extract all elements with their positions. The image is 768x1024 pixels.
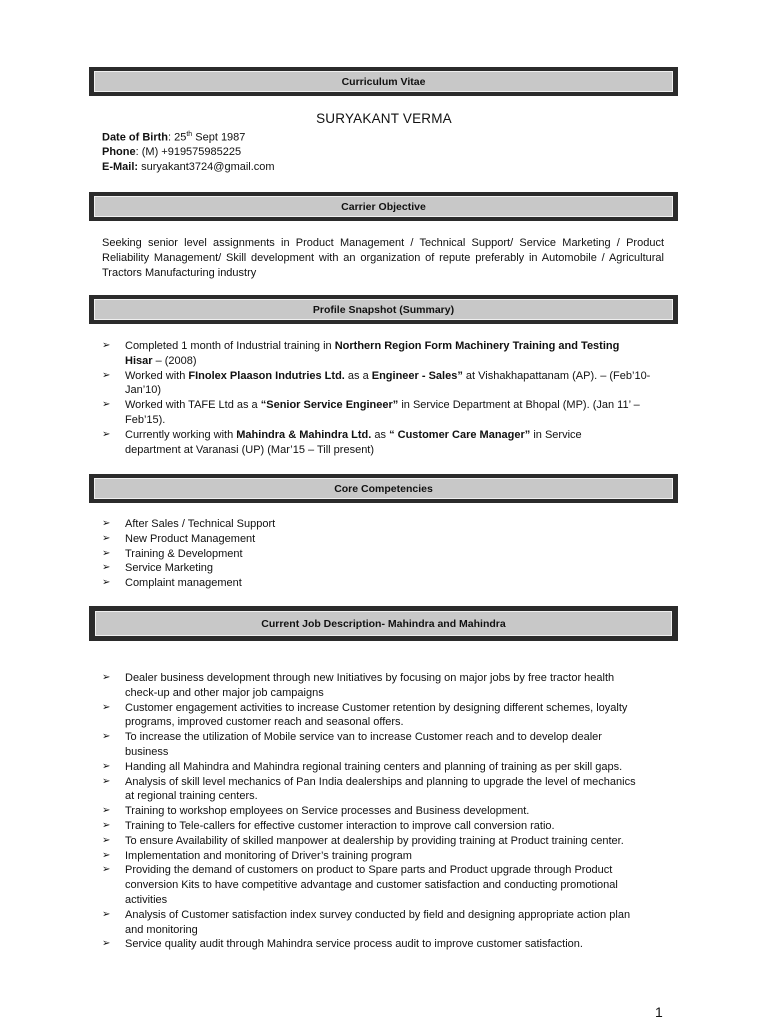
item-text: After Sales / Technical Support (125, 518, 276, 530)
list-item (102, 760, 647, 775)
item-emphasis: FInolex Plaason Indutries Ltd. (188, 369, 345, 382)
list-item (102, 834, 647, 849)
bullet-arrow-icon: ➢ (102, 562, 111, 574)
item-text: in Service Department at Bhopal (MP). (Jan 11’ – (398, 399, 640, 412)
list-item (102, 369, 650, 399)
item-text: Analysis of Customer satisfaction index survey conducted by field and designing appropriate action plan and monitoring (125, 908, 631, 936)
list-item (102, 671, 647, 701)
bullet-arrow-icon: ➢ (102, 805, 111, 817)
bullet-arrow-icon: ➢ (102, 428, 111, 440)
job-description-list (102, 671, 647, 952)
phone-label: Phone (102, 146, 136, 159)
email-value: suryakant3724@gmail.com (138, 160, 275, 173)
list-item (102, 775, 647, 805)
section-header-objective (89, 192, 678, 221)
item-text: Completed 1 month of Industrial training in (125, 340, 335, 352)
list-item (102, 819, 647, 834)
section-header-label: Current Job Description- Mahindra and Mahindra (95, 611, 672, 636)
list-item (102, 701, 647, 731)
candidate-name: SURYAKANT VERMA (316, 111, 452, 126)
list-item (102, 428, 650, 458)
page-number: 1 (655, 1004, 663, 1020)
item-text: as (371, 428, 390, 441)
item-text: Analysis of skill level mechanics of Pan India dealerships and planning to upgrade the level of mechanics at regional training centers. (125, 775, 636, 803)
item-text: department at Varanasi (UP) (Mar’15 – Till present) (125, 443, 375, 456)
bullet-arrow-icon: ➢ (102, 819, 111, 831)
item-text: in Service (530, 428, 582, 441)
bullet-arrow-icon: ➢ (102, 672, 111, 683)
item-text: Service quality audit through Mahindra service process audit to improve customer satisfaction. (125, 938, 583, 951)
bullet-arrow-icon: ➢ (102, 369, 111, 381)
bullet-arrow-icon: ➢ (102, 834, 111, 846)
item-emphasis: Hisar (125, 354, 153, 367)
bullet-arrow-icon: ➢ (102, 849, 111, 861)
list-item (102, 547, 275, 562)
bullet-arrow-icon: ➢ (102, 908, 111, 920)
list-item (102, 863, 647, 907)
bullet-arrow-icon: ➢ (102, 340, 111, 351)
competencies-list (102, 517, 275, 591)
dob-suffix: th (186, 131, 193, 138)
item-text: Worked with (125, 369, 189, 382)
item-text: Dealer business development through new Initiatives by focusing on major jobs by free tractor health check-up and other major job campaigns (125, 672, 615, 699)
bullet-arrow-icon: ➢ (102, 760, 111, 772)
item-emphasis: Engineer - Sales” (371, 369, 463, 382)
section-header-snapshot (89, 295, 678, 324)
item-text: Customer engagement activities to increase Customer retention by designing different schemes, loyalty programs, improved customer reach and seasonal offers. (125, 701, 628, 729)
item-text: To ensure Availability of skilled manpower at dealership by providing training at Product training center. (125, 834, 624, 847)
section-header-job (89, 606, 678, 641)
item-text: Training to Tele-callers for effective customer interaction to improve call conversion ratio. (125, 819, 555, 832)
list-item (102, 532, 275, 547)
section-header-label: Core Competencies (94, 478, 673, 499)
list-item (102, 576, 275, 591)
item-text: Jan’10) (125, 384, 162, 397)
email-line (102, 160, 275, 175)
snapshot-list (102, 339, 650, 457)
item-emphasis: Mahindra & Mahindra Ltd. (236, 428, 372, 441)
list-item (102, 339, 650, 369)
item-text: Complaint management (125, 577, 242, 590)
bullet-arrow-icon: ➢ (102, 399, 111, 411)
item-text: at Vishakhapattanam (AP). – (Feb’10- (462, 369, 651, 382)
phone-value: : (M) +919575985225 (135, 146, 242, 159)
list-item (102, 517, 275, 532)
item-text: Training & Development (125, 547, 243, 560)
list-item (102, 730, 647, 760)
dob-rest: Sept 1987 (192, 131, 246, 144)
dob-day: : 25 (168, 131, 187, 144)
item-text: – (2008) (152, 354, 197, 367)
item-text: Handing all Mahindra and Mahindra regional training centers and planning of training as per skill gaps. (125, 760, 623, 773)
item-text: New Product Management (125, 532, 256, 545)
list-item (102, 398, 650, 428)
list-item (102, 561, 275, 576)
objective-text: Seeking senior level assignments in Product Management / Technical Support/ Service Marketing / Product Reliability Management/ Skill development with an organization of repute preferably in Automobile / Agricultural Tractors Manufacturing industry (102, 237, 664, 279)
item-text: Service Marketing (125, 562, 214, 575)
item-emphasis: “ Customer Care Manager” (389, 428, 531, 441)
list-item (102, 908, 647, 938)
item-text: Currently working with (125, 428, 237, 441)
email-label: E-Mail: (102, 160, 139, 173)
item-text: Training to workshop employees on Service processes and Business development. (125, 805, 530, 818)
item-text: as a (344, 369, 372, 382)
item-text: To increase the utilization of Mobile service van to increase Customer reach and to develop dealer business (125, 731, 602, 758)
section-header-label: Profile Snapshot (Summary) (94, 299, 673, 320)
section-header-competencies (89, 474, 678, 503)
bullet-arrow-icon: ➢ (102, 864, 111, 876)
list-item (102, 849, 647, 864)
section-header-label: Carrier Objective (94, 196, 673, 217)
item-text: Feb’15). (125, 413, 166, 426)
bullet-arrow-icon: ➢ (102, 731, 111, 743)
contact-block (102, 128, 275, 174)
bullet-arrow-icon: ➢ (102, 547, 111, 559)
section-header-label: Curriculum Vitae (94, 71, 673, 92)
list-item (102, 937, 647, 952)
list-item (102, 804, 647, 819)
bullet-arrow-icon: ➢ (102, 518, 111, 529)
item-emphasis: Northern Region Form Machinery Training and Testing (334, 340, 620, 352)
item-text: Implementation and monitoring of Driver’s training program (125, 849, 412, 862)
section-header-cv (89, 67, 678, 96)
bullet-arrow-icon: ➢ (102, 701, 111, 713)
item-text: Worked with TAFE Ltd as a (125, 399, 261, 412)
bullet-arrow-icon: ➢ (102, 577, 111, 589)
dob-label: Date of Birth (102, 131, 168, 144)
bullet-arrow-icon: ➢ (102, 938, 111, 950)
phone-line (102, 145, 275, 160)
item-emphasis: “Senior Service Engineer” (260, 399, 399, 412)
item-text: Providing the demand of customers on product to Spare parts and Product upgrade through Product conversion Kits to have competitive advantage and customer satisfaction and conducting promotional activities (125, 864, 618, 906)
dob-line (102, 128, 275, 145)
bullet-arrow-icon: ➢ (102, 775, 111, 787)
bullet-arrow-icon: ➢ (102, 532, 111, 544)
